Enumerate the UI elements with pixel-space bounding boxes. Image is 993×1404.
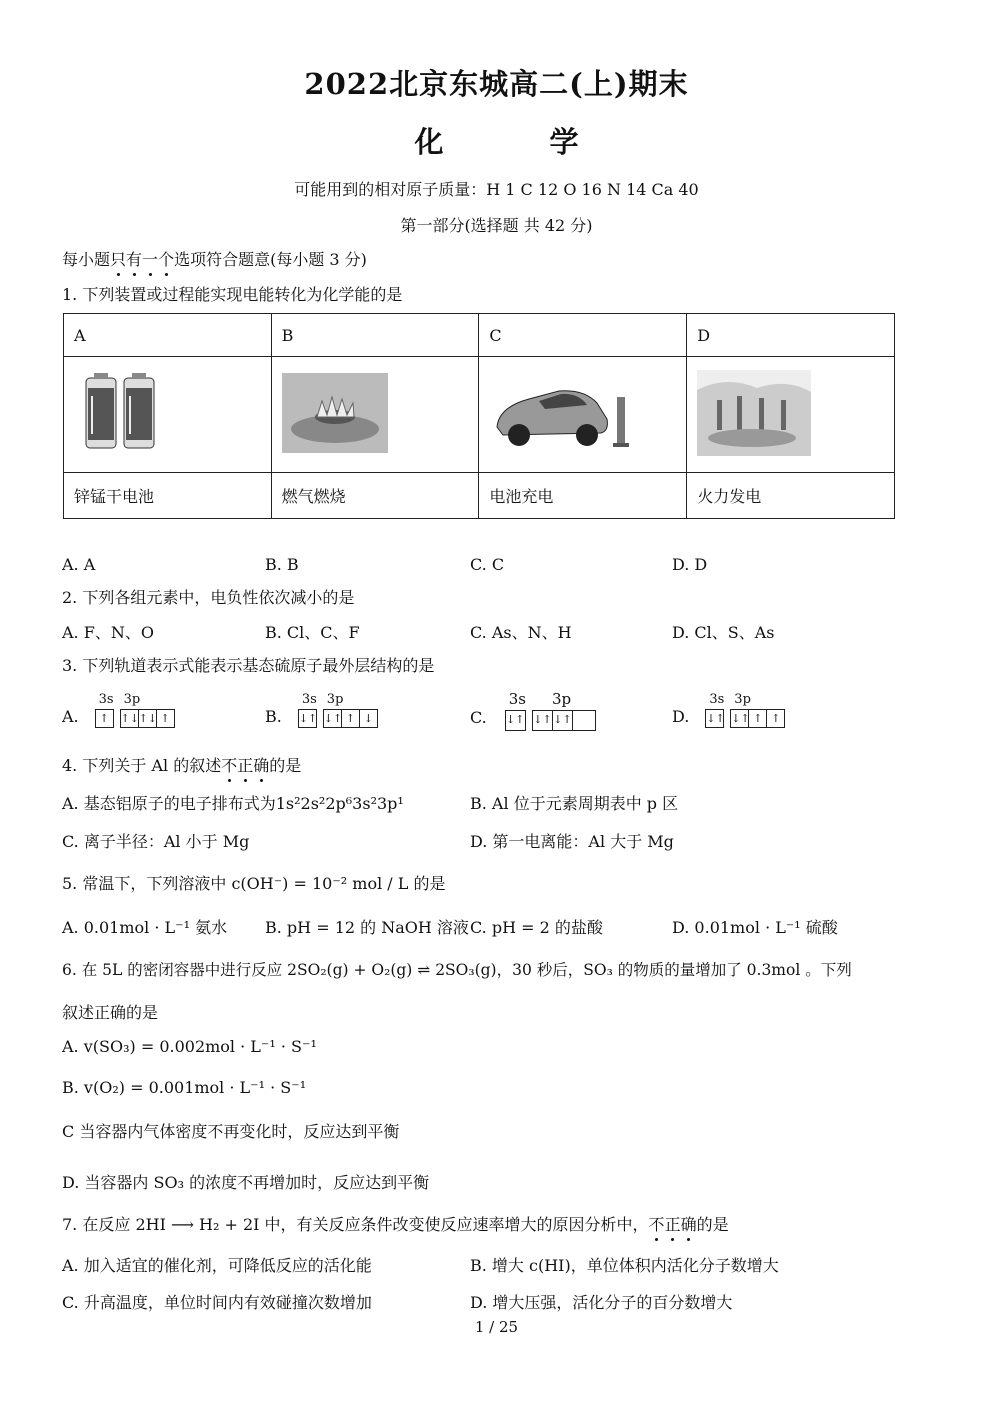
q6-option-d[interactable]: D. 当容器内 SO₃ 的浓度不再增加时，反应达到平衡 — [62, 1173, 430, 1192]
instructions: 每小题只有一个选项符合题意(每小题 3 分) — [62, 247, 367, 270]
q5-option-a[interactable]: A. 0.01mol · L⁻¹ 氨水 — [62, 918, 228, 937]
q3-stem: 3. 下列轨道表示式能表示基态硫原子最外层结构的是 — [62, 656, 435, 675]
q1-table — [63, 313, 895, 519]
q2-option-c[interactable]: C. As、N、H — [470, 623, 572, 642]
q6-stem-cont: 叙述正确的是 — [62, 1003, 159, 1022]
q2-option-a[interactable]: A. F、N、O — [62, 623, 154, 642]
q6-option-b[interactable]: B. v(O₂) = 0.001mol · L⁻¹ · S⁻¹ — [62, 1078, 307, 1097]
q1-caption: 电池充电 — [479, 473, 687, 519]
power-plant-image — [687, 357, 895, 473]
orbital-box: ↓↑ — [552, 710, 573, 731]
page-title: 2022北京东城高二(上)期末 — [304, 67, 689, 101]
q4-option-c[interactable]: C. 离子半径：Al 小于 Mg — [62, 832, 250, 851]
q4-option-a[interactable]: A. 基态铝原子的电子排布式为1s²2s²2p⁶3s²3p¹ — [62, 794, 404, 813]
q6-option-c[interactable]: C 当容器内气体密度不再变化时，反应达到平衡 — [62, 1122, 400, 1141]
q1-col-letter: C — [479, 314, 687, 357]
q2-option-d[interactable]: D. Cl、S、As — [672, 623, 775, 642]
q3-option-c[interactable]: C. 3s ↓↑ 3p ↓↑ ↓↑ — [470, 690, 595, 731]
atomic-masses: 可能用到的相对原子质量：H 1 C 12 O 16 N 14 Ca 40 — [294, 180, 699, 199]
orbital-box: ↑ — [766, 709, 785, 728]
q3-option-b[interactable]: B. 3s ↓↑ 3p ↓↑ ↑ ↓ — [265, 692, 377, 728]
gas-flame-image — [271, 357, 479, 473]
q7-option-b[interactable]: B. 增大 c(HI)，单位体积内活化分子数增大 — [470, 1256, 779, 1275]
page-number: 1 / 25 — [474, 1318, 519, 1336]
q1-caption: 锌锰干电池 — [64, 473, 272, 519]
q1-col-letter: B — [271, 314, 479, 357]
orbital-box: ↑ — [156, 709, 175, 728]
q1-option-a[interactable]: A. A — [62, 555, 96, 574]
q5-option-c[interactable]: C. pH = 2 的盐酸 — [470, 918, 603, 937]
orbital-box: ↑↓ — [138, 709, 157, 728]
orbital-box: ↓↑ — [705, 709, 724, 728]
q7-stem: 7. 在反应 2HI ⟶ H₂ + 2I 中，有关反应条件改变使反应速率增大的原因分析中，不正确的是 — [62, 1212, 729, 1235]
orbital-box: ↓↑ — [532, 710, 553, 731]
q6-stem: 6. 在 5L 的密闭容器中进行反应 2SO₂(g) + O₂(g) ⇌ 2SO₃(g)，30 秒后，SO₃ 的物质的量增加了 0.3mol 。下列 — [62, 961, 852, 979]
q1-col-letter: A — [64, 314, 272, 357]
q2-option-b[interactable]: B. Cl、C、F — [265, 623, 360, 642]
q6-option-a[interactable]: A. v(SO₃) = 0.002mol · L⁻¹ · S⁻¹ — [62, 1037, 317, 1056]
q1-caption: 火力发电 — [687, 473, 895, 519]
q1-col-letter: D — [687, 314, 895, 357]
q5-stem: 5. 常温下，下列溶液中 c(OH⁻) = 10⁻² mol / L 的是 — [62, 874, 446, 893]
electric-car-image — [479, 357, 687, 473]
q5-option-d[interactable]: D. 0.01mol · L⁻¹ 硫酸 — [672, 918, 838, 937]
orbital-box: ↑↓ — [120, 709, 139, 728]
q1-stem: 1. 下列装置或过程能实现电能转化为化学能的是 — [62, 285, 403, 304]
orbital-box: ↓ — [359, 709, 378, 728]
subject-title: 化 学 — [414, 125, 627, 159]
q5-option-b[interactable]: B. pH = 12 的 NaOH 溶液 — [265, 918, 469, 937]
orbital-box: ↓↑ — [298, 709, 317, 728]
q1-option-d[interactable]: D. D — [672, 555, 708, 574]
orbital-box: ↓↑ — [323, 709, 342, 728]
q1-option-c[interactable]: C. C — [470, 555, 505, 574]
battery-image — [64, 357, 272, 473]
q3-option-d[interactable]: D. 3s ↓↑ 3p ↓↑ ↑ ↑ — [672, 692, 784, 728]
q7-option-d[interactable]: D. 增大压强，活化分子的百分数增大 — [470, 1293, 733, 1312]
orbital-box: ↑ — [95, 709, 114, 728]
orbital-box: ↓↑ — [730, 709, 749, 728]
q1-caption: 燃气燃烧 — [271, 473, 479, 519]
orbital-box: ↓↑ — [505, 710, 526, 731]
q2-stem: 2. 下列各组元素中，电负性依次减小的是 — [62, 588, 355, 607]
q4-stem: 4. 下列关于 Al 的叙述不正确的是 — [62, 753, 301, 776]
q4-option-d[interactable]: D. 第一电离能：Al 大于 Mg — [470, 832, 674, 851]
orbital-box: ↑ — [341, 709, 360, 728]
q7-option-c[interactable]: C. 升高温度，单位时间内有效碰撞次数增加 — [62, 1293, 372, 1312]
q3-option-a[interactable]: A. 3s ↑ 3p ↑↓ ↑↓ ↑ — [62, 692, 174, 728]
orbital-box: ↑ — [748, 709, 767, 728]
q7-option-a[interactable]: A. 加入适宜的催化剂，可降低反应的活化能 — [62, 1256, 372, 1275]
q1-option-b[interactable]: B. B — [265, 555, 299, 574]
orbital-box — [572, 710, 596, 731]
part-heading: 第一部分(选择题 共 42 分) — [400, 216, 593, 235]
q4-option-b[interactable]: B. Al 位于元素周期表中 p 区 — [470, 794, 679, 813]
